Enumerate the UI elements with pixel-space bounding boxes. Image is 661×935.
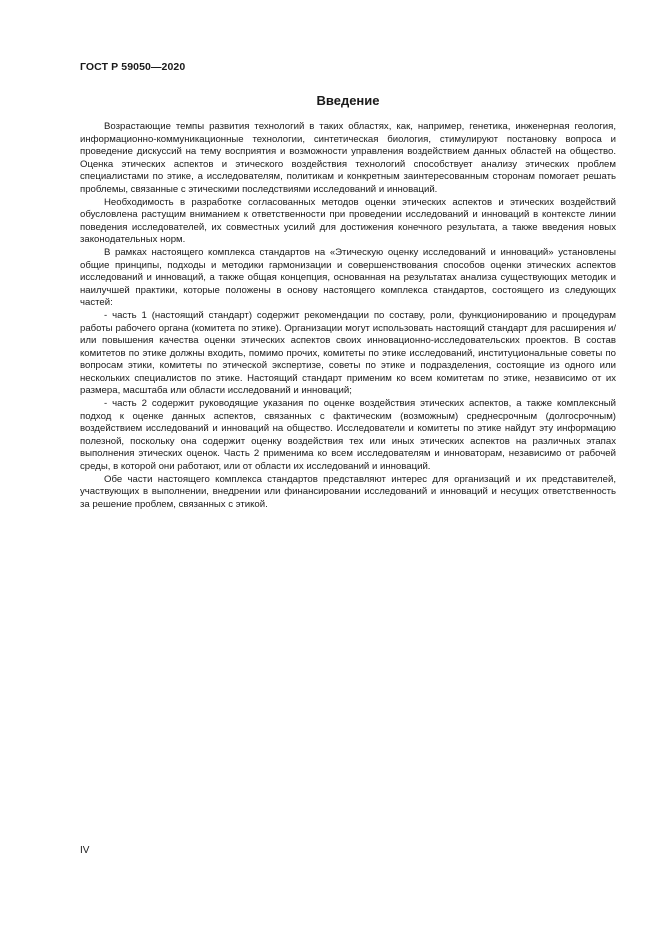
paragraph-2: Необходимость в разработке согласованных методов оценки этических аспектов и этических воздействий обусловлена растущим вниманием к ответственности при проведении исследований и инноваций в контексте линии поведения исследователей, их совместных усилий для достижения конечного результата, а также введения новых законодательных норм. — [80, 196, 616, 246]
paragraph-conclusion: Обе части настоящего комплекса стандартов представляют интерес для организаций и их представителей, участвующих в выполнении, внедрении или финансировании исследований и инноваций и несущих ответственность за решение проблем, связанных с этикой. — [80, 473, 616, 510]
section-title: Введение — [316, 93, 380, 108]
paragraph-3: В рамках настоящего комплекса стандартов на «Этическую оценку исследований и инноваций» установлены общие принципы, подходы и методики гармонизации и совершенствования способов оценки этических аспектов исследований и инноваций, а также общая концепция, основанная на результатах анализа существующих методик и наилучшей практики, которые положены в основу настоящего комплекса стандартов, состоящего из следующих частей: — [80, 246, 616, 309]
paragraph-part-2: - часть 2 содержит руководящие указания по оценке воздействия этических аспектов, а также комплексный подход к оценке данных аспектов, связанных с фактическим (возможным) среднесрочным (долгосрочным) воздействием исследований и инноваций на общество. Исследователи и комитеты по этике найдут эту информацию полезной, поскольку она содержит оценку воздействия тех или иных этических аспектов на различных этапах выполнения этических оценок. Часть 2 применима ко всем исследователям и инноваторам, независимо от рабочей среды, в которой они работают, или от области их исследований и инноваций. — [80, 398, 616, 473]
paragraph-1: Возрастающие темпы развития технологий в таких областях, как, например, генетика, инженерная геология, информационно-коммуникационные технологии, синтетическая биология, стимулируют постановку вопроса и проведение дискуссий на тему восприятия и возможности управления воздействием данных областей на общество. Оценка этических аспектов и этического воздействия технологий способствует анализу этических проблем специалистами по этике, а исследователям, политикам и конкретным заинтересованным сторонам помогает решать проблемы, связанные с этическими последствиями исследований и инноваций. — [80, 121, 616, 195]
standard-code-header: ГОСТ Р 59050—2020 — [80, 61, 186, 73]
page-number: IV — [80, 845, 90, 856]
paragraph-part-1: - часть 1 (настоящий стандарт) содержит рекомендации по составу, роли, функционированию и процедурам работы рабочего органа (комитета по этике). Организации могут использовать настоящий стандарт для расширения и/или повышения качества оценки этических аспектов своих инновационно-исследовательских проектов. В состав комитетов по этике должны входить, помимо прочих, комитеты по этике исследований, институциональные советы по вопросам этики, комитеты по этической экспертизе, советы по этике и подразделения, состоящие из одного или нескольких специалистов по этике. Настоящий стандарт применим ко всем комитетам по этике, независимо от их размера, масштаба или области исследований и инноваций; — [80, 309, 616, 397]
introduction-body — [80, 121, 616, 511]
